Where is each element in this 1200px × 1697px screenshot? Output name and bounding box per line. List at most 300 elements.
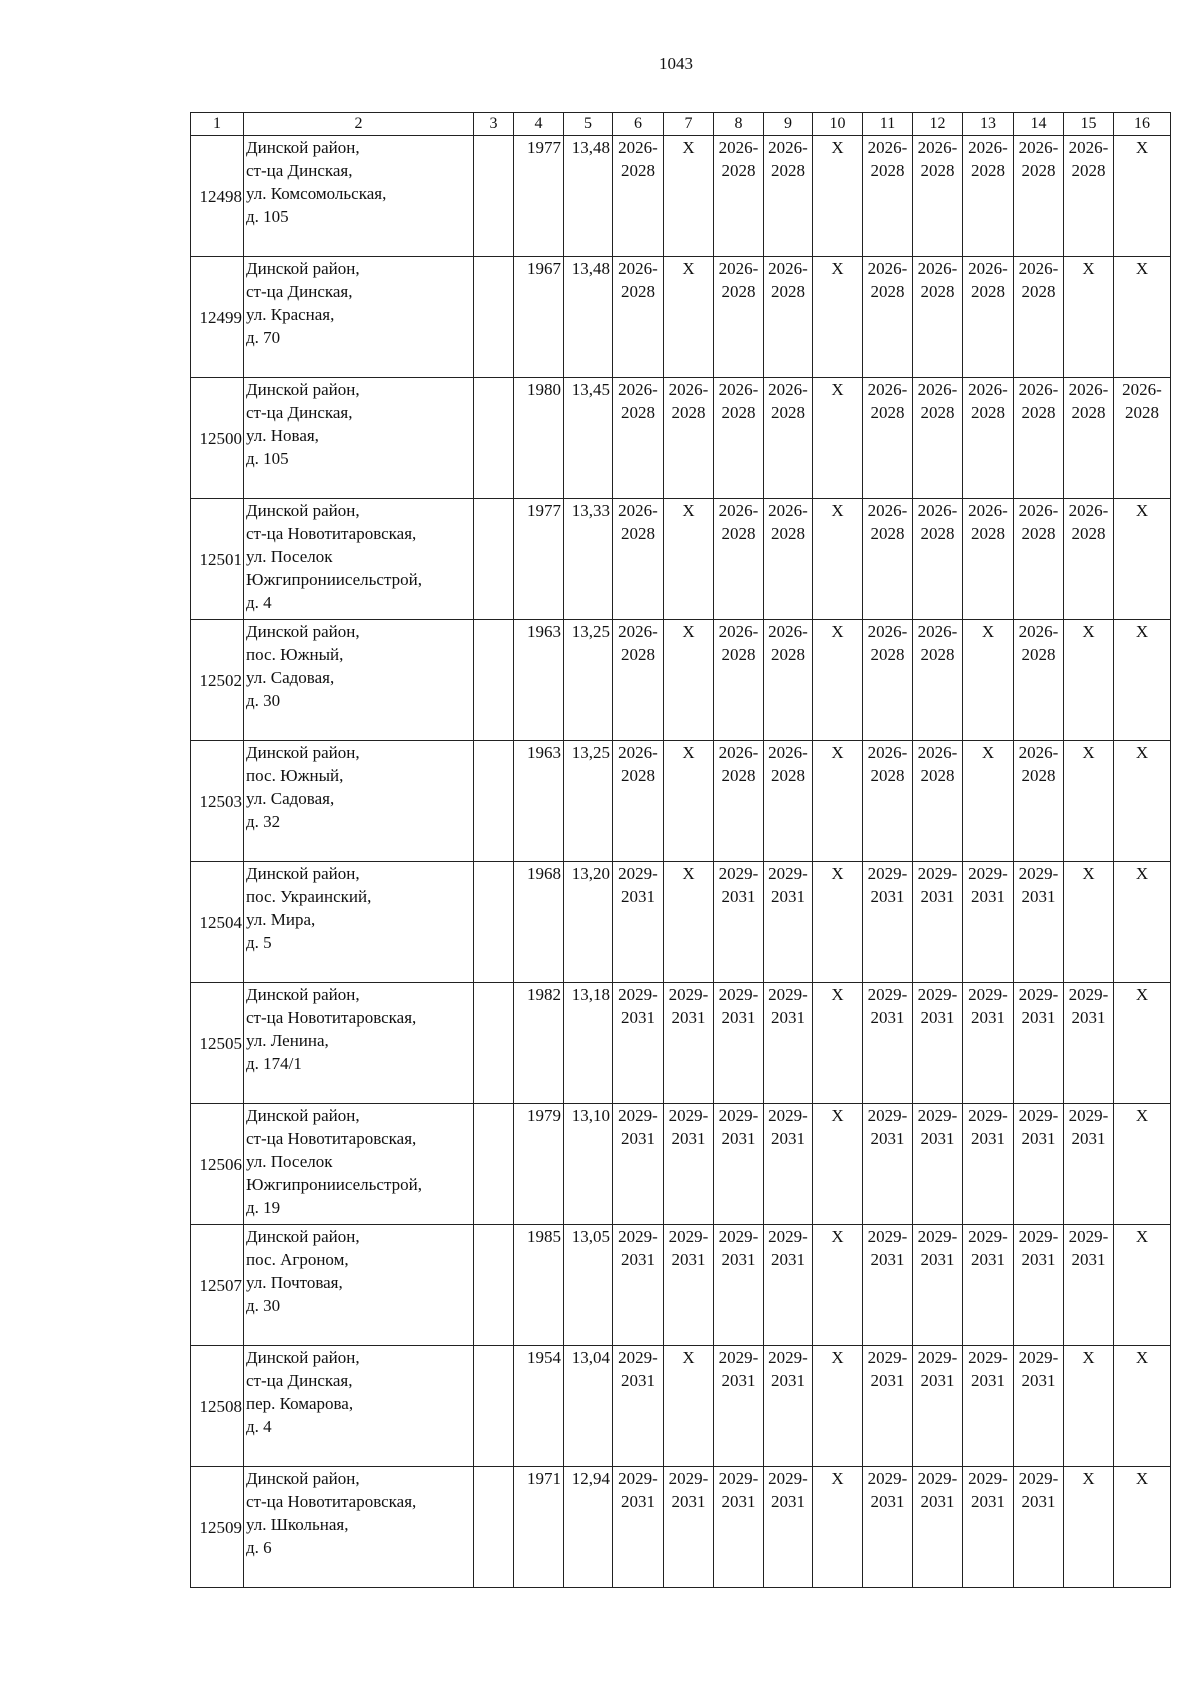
column-header: 5 (564, 113, 613, 136)
period-cell (813, 378, 863, 499)
column-header: 6 (613, 113, 664, 136)
period-value: 2026- 2028 (1018, 622, 1059, 664)
period-value: 2026- 2028 (668, 380, 709, 422)
address-line: ул. Поселок (246, 1152, 333, 1171)
period-cell (863, 741, 913, 862)
address-line: ул. Новая, (246, 426, 319, 445)
period-value: 2029- 2031 (968, 1227, 1008, 1269)
period-value: Х (1082, 259, 1095, 278)
address-line: пос. Агроном, (246, 1250, 349, 1269)
column-3-cell (474, 378, 514, 499)
period-cell (613, 741, 664, 862)
period-cell (1114, 862, 1171, 983)
column-3-cell (474, 983, 514, 1104)
period-value: 2026- 2028 (1018, 743, 1059, 785)
address-line: ул. Красная, (246, 305, 335, 324)
period-value: 2029- 2031 (867, 1469, 908, 1511)
table-row (191, 1104, 1171, 1225)
period-cell (1064, 620, 1114, 741)
period-cell (1064, 741, 1114, 862)
address-cell (244, 499, 474, 620)
period-cell (764, 499, 813, 620)
address-line: Южгипрониисельстрой, (246, 570, 422, 589)
address-cell (244, 257, 474, 378)
period-cell (963, 620, 1014, 741)
period-value: 2026- 2028 (968, 138, 1008, 180)
period-cell (1114, 1346, 1171, 1467)
period-cell (613, 378, 664, 499)
period-value: 2029- 2031 (1018, 1227, 1059, 1269)
address-line: д. 105 (246, 207, 289, 226)
table-row (191, 983, 1171, 1104)
column-header: 16 (1114, 113, 1171, 136)
period-cell (1014, 136, 1064, 257)
address-line: ст-ца Динская, (246, 161, 353, 180)
header-row (191, 113, 1171, 136)
period-cell (664, 378, 714, 499)
value-cell: 13,25 (564, 620, 613, 741)
period-cell (1014, 1346, 1064, 1467)
address-line: ст-ца Динская, (246, 282, 353, 301)
year-cell: 1980 (514, 378, 564, 499)
period-cell (764, 1467, 813, 1588)
period-cell (1014, 378, 1064, 499)
period-value: 2026- 2028 (867, 622, 908, 664)
address-line: ул. Мира, (246, 910, 316, 929)
period-cell (813, 1104, 863, 1225)
period-value: Х (1082, 1469, 1095, 1488)
period-cell (863, 499, 913, 620)
address-cell (244, 620, 474, 741)
address-line: ст-ца Новотитаровская, (246, 1492, 417, 1511)
column-header: 13 (963, 113, 1014, 136)
record-number: 12502 (191, 620, 244, 741)
value-cell: 13,10 (564, 1104, 613, 1225)
period-cell (714, 620, 764, 741)
address-line: ст-ца Динская, (246, 403, 353, 422)
period-value: 2029- 2031 (968, 1348, 1008, 1390)
period-value: 2029- 2031 (917, 864, 958, 906)
period-value: 2026- 2028 (718, 380, 759, 422)
period-value: 2026- 2028 (917, 259, 958, 301)
period-cell (613, 620, 664, 741)
period-value: Х (1082, 1348, 1095, 1367)
period-value: 2026- 2028 (968, 259, 1008, 301)
value-cell: 12,94 (564, 1467, 613, 1588)
period-cell (813, 741, 863, 862)
period-value: Х (1135, 985, 1149, 1004)
record-number: 12509 (191, 1467, 244, 1588)
column-3-cell (474, 136, 514, 257)
period-cell (1114, 499, 1171, 620)
address-line: д. 32 (246, 812, 281, 831)
period-value: 2026- 2028 (917, 501, 958, 543)
period-value: Х (831, 1469, 844, 1488)
column-header: 11 (863, 113, 913, 136)
period-value: 2026- 2028 (768, 501, 808, 543)
value-cell: 13,48 (564, 136, 613, 257)
period-cell (1064, 862, 1114, 983)
table-row (191, 1225, 1171, 1346)
period-cell (1064, 499, 1114, 620)
period-cell (1064, 378, 1114, 499)
period-value: Х (831, 1106, 844, 1125)
year-cell: 1968 (514, 862, 564, 983)
period-value: Х (1135, 501, 1149, 520)
record-number: 12506 (191, 1104, 244, 1225)
year-cell: 1954 (514, 1346, 564, 1467)
period-value: 2026- 2028 (618, 743, 658, 785)
period-value: Х (831, 743, 844, 762)
period-cell (764, 1225, 813, 1346)
address-line: д. 30 (246, 1296, 281, 1315)
period-cell (1064, 983, 1114, 1104)
year-cell: 1971 (514, 1467, 564, 1588)
address-line: Динской район, (246, 1227, 360, 1246)
column-3-cell (474, 499, 514, 620)
period-cell (764, 1346, 813, 1467)
year-cell: 1963 (514, 741, 564, 862)
period-value: 2029- 2031 (1068, 1106, 1109, 1148)
address-line: Динской район, (246, 1348, 360, 1367)
period-cell (913, 378, 963, 499)
period-value: 2026- 2028 (1018, 501, 1059, 543)
period-value: 2026- 2028 (768, 380, 808, 422)
period-cell (1014, 983, 1064, 1104)
value-cell: 13,04 (564, 1346, 613, 1467)
period-value: 2029- 2031 (867, 985, 908, 1027)
period-value: Х (682, 1348, 695, 1367)
period-value: Х (831, 501, 844, 520)
period-cell (1014, 257, 1064, 378)
period-cell (863, 983, 913, 1104)
period-cell (1064, 1225, 1114, 1346)
column-header: 10 (813, 113, 863, 136)
period-value: 2029- 2031 (618, 1227, 658, 1269)
period-value: 2029- 2031 (917, 985, 958, 1027)
period-cell (1114, 136, 1171, 257)
record-number: 12501 (191, 499, 244, 620)
period-value: 2029- 2031 (917, 1469, 958, 1511)
period-value: 2029- 2031 (1018, 864, 1059, 906)
address-cell (244, 136, 474, 257)
period-value: 2026- 2028 (1018, 138, 1059, 180)
period-cell (963, 983, 1014, 1104)
period-value: Х (831, 259, 844, 278)
period-cell (913, 1467, 963, 1588)
period-cell (863, 136, 913, 257)
period-value: 2026- 2028 (867, 138, 908, 180)
period-cell (664, 983, 714, 1104)
period-value: 2026- 2028 (1068, 501, 1109, 543)
period-cell (813, 983, 863, 1104)
period-value: 2026- 2028 (718, 138, 759, 180)
period-value: 2029- 2031 (867, 864, 908, 906)
period-value: 2026- 2028 (867, 259, 908, 301)
period-value: Х (682, 743, 695, 762)
period-cell (613, 1467, 664, 1588)
column-3-cell (474, 1225, 514, 1346)
period-cell (913, 620, 963, 741)
period-cell (1114, 1104, 1171, 1225)
period-value: 2026- 2028 (618, 501, 658, 543)
period-value: 2026- 2028 (618, 138, 658, 180)
period-value: 2029- 2031 (618, 985, 658, 1027)
period-cell (1114, 378, 1171, 499)
address-line: Динской район, (246, 259, 360, 278)
record-number: 12503 (191, 741, 244, 862)
period-cell (963, 1104, 1014, 1225)
period-cell (963, 499, 1014, 620)
period-value: Х (1135, 1227, 1149, 1246)
period-cell (963, 862, 1014, 983)
period-cell (764, 1104, 813, 1225)
period-value: 2029- 2031 (1068, 985, 1109, 1027)
column-header: 7 (664, 113, 714, 136)
period-value: 2026- 2028 (768, 138, 808, 180)
period-cell (1064, 257, 1114, 378)
address-line: ст-ца Новотитаровская, (246, 1008, 417, 1027)
year-cell: 1985 (514, 1225, 564, 1346)
address-line: д. 30 (246, 691, 281, 710)
period-cell (1064, 1104, 1114, 1225)
period-cell (764, 862, 813, 983)
period-value: 2029- 2031 (668, 985, 709, 1027)
period-value: 2026- 2028 (1018, 380, 1059, 422)
address-line: Динской район, (246, 864, 360, 883)
period-cell (764, 257, 813, 378)
period-value: 2026- 2028 (917, 380, 958, 422)
column-header: 2 (244, 113, 474, 136)
period-cell (714, 1467, 764, 1588)
address-line: д. 6 (246, 1538, 272, 1557)
period-value: 2029- 2031 (1068, 1227, 1109, 1269)
period-cell (813, 257, 863, 378)
period-cell (1064, 136, 1114, 257)
address-line: д. 5 (246, 933, 272, 952)
period-cell (963, 1467, 1014, 1588)
period-value: Х (831, 864, 844, 883)
value-cell: 13,05 (564, 1225, 613, 1346)
column-3-cell (474, 1346, 514, 1467)
period-value: 2029- 2031 (718, 1348, 759, 1390)
period-cell (963, 378, 1014, 499)
period-value: 2026- 2028 (968, 380, 1008, 422)
period-cell (764, 136, 813, 257)
period-value: 2026- 2028 (1068, 138, 1109, 180)
column-3-cell (474, 862, 514, 983)
address-cell (244, 1104, 474, 1225)
period-value: 2029- 2031 (968, 1469, 1008, 1511)
period-value: 2026- 2028 (867, 743, 908, 785)
period-value: 2026- 2028 (1068, 380, 1109, 422)
period-cell (913, 1104, 963, 1225)
period-cell (913, 499, 963, 620)
period-cell (664, 1104, 714, 1225)
address-cell (244, 1467, 474, 1588)
period-value: 2026- 2028 (718, 501, 759, 543)
address-line: ул. Почтовая, (246, 1273, 343, 1292)
period-cell (863, 1104, 913, 1225)
period-value: Х (682, 259, 695, 278)
period-value: Х (1082, 622, 1095, 641)
address-cell (244, 1225, 474, 1346)
period-cell (714, 1225, 764, 1346)
period-cell (613, 257, 664, 378)
table-body (191, 113, 1171, 1588)
record-number: 12498 (191, 136, 244, 257)
address-line: Динской район, (246, 1106, 360, 1125)
period-cell (1114, 1225, 1171, 1346)
period-value: 2026- 2028 (768, 259, 808, 301)
address-line: Динской район, (246, 501, 360, 520)
value-cell: 13,45 (564, 378, 613, 499)
period-cell (664, 257, 714, 378)
address-cell (244, 862, 474, 983)
address-line: Динской район, (246, 138, 360, 157)
column-header: 12 (913, 113, 963, 136)
period-cell (813, 1467, 863, 1588)
period-cell (664, 620, 714, 741)
period-cell (863, 862, 913, 983)
record-number: 12500 (191, 378, 244, 499)
period-value: 2026- 2028 (1018, 259, 1059, 301)
period-value: 2026- 2028 (917, 622, 958, 664)
period-value: Х (1135, 743, 1149, 762)
column-header: 8 (714, 113, 764, 136)
period-cell (613, 499, 664, 620)
period-value: 2026- 2028 (968, 501, 1008, 543)
period-cell (813, 620, 863, 741)
period-cell (664, 862, 714, 983)
record-number: 12507 (191, 1225, 244, 1346)
period-cell (714, 136, 764, 257)
period-value: Х (1082, 743, 1095, 762)
period-cell (1114, 257, 1171, 378)
address-line: ул. Комсомольская, (246, 184, 387, 203)
period-value: 2029- 2031 (968, 985, 1008, 1027)
period-cell (613, 1104, 664, 1225)
period-cell (963, 1346, 1014, 1467)
period-cell (1064, 1346, 1114, 1467)
period-cell (613, 862, 664, 983)
period-cell (714, 378, 764, 499)
period-value: Х (1135, 1348, 1149, 1367)
address-line: пер. Комарова, (246, 1394, 354, 1413)
registry-table (190, 112, 1171, 1588)
address-line: Южгипрониисельстрой, (246, 1175, 422, 1194)
address-cell (244, 741, 474, 862)
period-value: Х (1135, 622, 1149, 641)
period-cell (1064, 1467, 1114, 1588)
period-cell (963, 257, 1014, 378)
period-value: 2029- 2031 (968, 864, 1008, 906)
period-value: Х (1135, 1469, 1149, 1488)
period-cell (1014, 620, 1064, 741)
period-value: 2029- 2031 (768, 1106, 808, 1148)
table-row (191, 499, 1171, 620)
period-cell (613, 983, 664, 1104)
address-line: Динской район, (246, 622, 360, 641)
period-cell (913, 1225, 963, 1346)
period-cell (613, 1225, 664, 1346)
period-cell (913, 741, 963, 862)
period-value: 2029- 2031 (618, 1469, 658, 1511)
address-line: ст-ца Новотитаровская, (246, 524, 417, 543)
value-cell: 13,48 (564, 257, 613, 378)
period-cell (813, 136, 863, 257)
address-cell (244, 378, 474, 499)
address-line: ст-ца Новотитаровская, (246, 1129, 417, 1148)
period-value: Х (981, 743, 995, 762)
period-cell (1014, 499, 1064, 620)
address-line: ул. Садовая, (246, 668, 335, 687)
period-value: 2026- 2028 (718, 622, 759, 664)
period-cell (863, 1467, 913, 1588)
period-cell (714, 499, 764, 620)
page-number: 1043 (659, 54, 693, 73)
period-value: Х (682, 864, 695, 883)
value-cell: 13,33 (564, 499, 613, 620)
period-cell (1114, 620, 1171, 741)
period-cell (863, 1346, 913, 1467)
period-value: Х (831, 380, 844, 399)
period-cell (714, 983, 764, 1104)
period-value: 2026- 2028 (618, 380, 658, 422)
period-cell (1014, 1104, 1064, 1225)
period-value: 2026- 2028 (768, 622, 808, 664)
address-line: пос. Южный, (246, 645, 344, 664)
table-row (191, 620, 1171, 741)
column-3-cell (474, 741, 514, 862)
period-cell (1014, 1225, 1064, 1346)
address-line: ул. Поселок (246, 547, 333, 566)
period-cell (1114, 1467, 1171, 1588)
column-3-cell (474, 620, 514, 741)
year-cell: 1982 (514, 983, 564, 1104)
period-cell (813, 1225, 863, 1346)
period-value: 2029- 2031 (1018, 1348, 1059, 1390)
period-cell (664, 1467, 714, 1588)
period-cell (963, 136, 1014, 257)
period-value: Х (831, 138, 844, 157)
table-row (191, 378, 1171, 499)
period-cell (664, 741, 714, 862)
period-cell (913, 983, 963, 1104)
period-value: 2029- 2031 (618, 1348, 658, 1390)
period-cell (1014, 1467, 1064, 1588)
table-row (191, 741, 1171, 862)
column-header: 14 (1014, 113, 1064, 136)
period-value: 2029- 2031 (718, 864, 759, 906)
period-cell (913, 257, 963, 378)
period-value: 2029- 2031 (718, 1227, 759, 1269)
record-number: 12505 (191, 983, 244, 1104)
period-value: 2029- 2031 (968, 1106, 1008, 1148)
period-value: 2026- 2028 (917, 138, 958, 180)
table-row (191, 862, 1171, 983)
period-value: 2029- 2031 (867, 1106, 908, 1148)
address-line: д. 4 (246, 1417, 272, 1436)
table-row (191, 257, 1171, 378)
period-value: 2026- 2028 (867, 501, 908, 543)
period-cell (1114, 983, 1171, 1104)
address-line: Динской район, (246, 985, 360, 1004)
registry-table-container (190, 112, 1170, 1588)
address-line: д. 105 (246, 449, 289, 468)
period-cell (714, 257, 764, 378)
period-value: 2029- 2031 (1018, 1106, 1059, 1148)
